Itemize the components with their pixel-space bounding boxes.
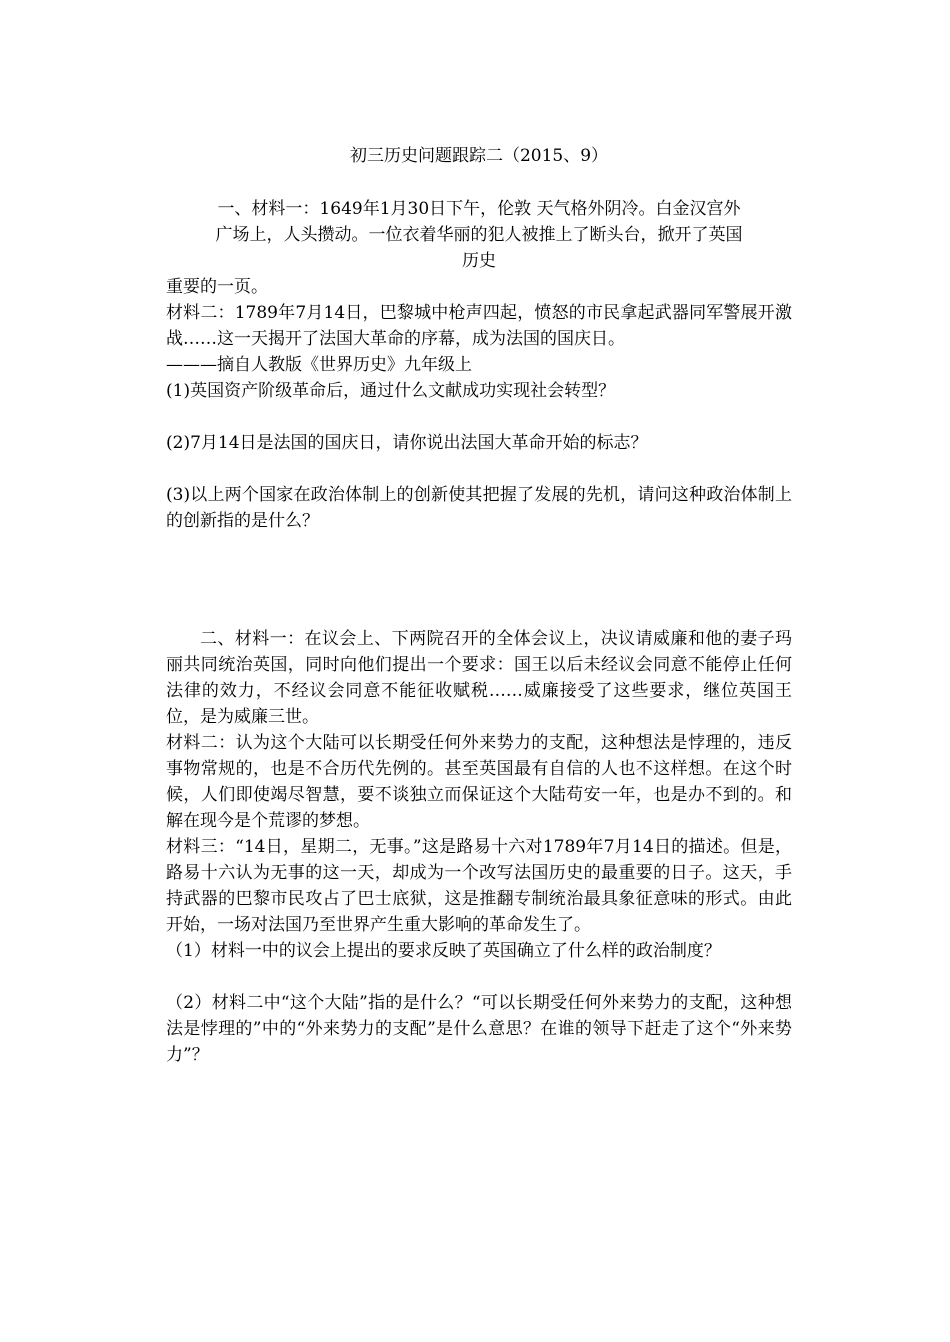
s1-intro-line4: 重要的一页。: [166, 277, 268, 297]
s1-question-1: (1)英国资产阶级革命后，通过什么文献成功实现社会转型？: [166, 381, 616, 401]
s1-intro-line3: 历史: [462, 251, 496, 271]
s1-source: ———摘自人教版《世界历史》九年级上: [166, 355, 472, 375]
s1-question-3: (3)以上两个国家在政治体制上的创新使其把握了发展的先机，请问这种政治体制上的创新指的是什么？: [166, 485, 792, 531]
document-body: [166, 143, 792, 1068]
s2-material2: 材料二：认为这个大陆可以长期受任何外来势力的支配，这种想法是悖理的，违反事物常规的，也是不合历代先例的。甚至英国最有自信的人也不这样想。在这个时候，人们即使竭尽智慧，要不谈独立而保证这个大陆苟安一年，也是办不到的。和解在现今是个荒谬的梦想。: [166, 733, 792, 831]
s1-material2: 材料二：1789年7月14日，巴黎城中枪声四起，愤怒的市民拿起武器同军警展开激战……这一天揭开了法国大革命的序幕，成为法国的国庆日。: [166, 303, 792, 349]
s2-question-1: （1）材料一中的议会上提出的要求反映了英国确立了什么样的政治制度？: [166, 941, 721, 961]
s1-intro-line1: 一、材料一：1649年1月30日下午，伦敦 天气格外阴冷。白金汉宫外: [217, 199, 741, 219]
answer-space: [166, 456, 792, 482]
s1-intro-line2: 广场上，人头攒动。一位衣着华丽的犯人被推上了断头台，掀开了英国: [215, 225, 743, 245]
s2-material3: 材料三：“14日，星期二，无事。”这是路易十六对1789年7月14日的描述。但是，路易十六认为无事的这一天，却成为一个改写法国历史的最重要的日子。这天，手持武器的巴黎市民攻占了巴士底狱，这是推翻专制统治最具象征意味的形式。由此开始，一场对法国乃至世界产生重大影响的革命发生了。: [166, 837, 792, 935]
answer-space: [166, 964, 792, 990]
answer-space: [166, 534, 792, 586]
s1-question-2: (2)7月14日是法国的国庆日，请你说出法国大革命开始的标志？: [166, 433, 648, 453]
s2-material1: 二、材料一：在议会上、下两院召开的全体会议上，决议请威廉和他的妻子玛丽共同统治英国，同时向他们提出一个要求：国王以后未经议会同意不能停止任何法律的效力，不经议会同意不能征收赋税……威廉接受了这些要求，继位英国王位，是为威廉三世。: [166, 629, 792, 727]
section-gap: [166, 586, 792, 626]
document-title: 初三历史问题跟踪二（2015、9）: [349, 146, 609, 166]
answer-space: [166, 404, 792, 430]
s2-question-2: （2）材料二中“这个大陆”指的是什么？“可以长期受任何外来势力的支配，这种想法是悖理的”中的“外来势力的支配”是什么意思？在谁的领导下赶走了这个“外来势力”？: [166, 993, 792, 1065]
